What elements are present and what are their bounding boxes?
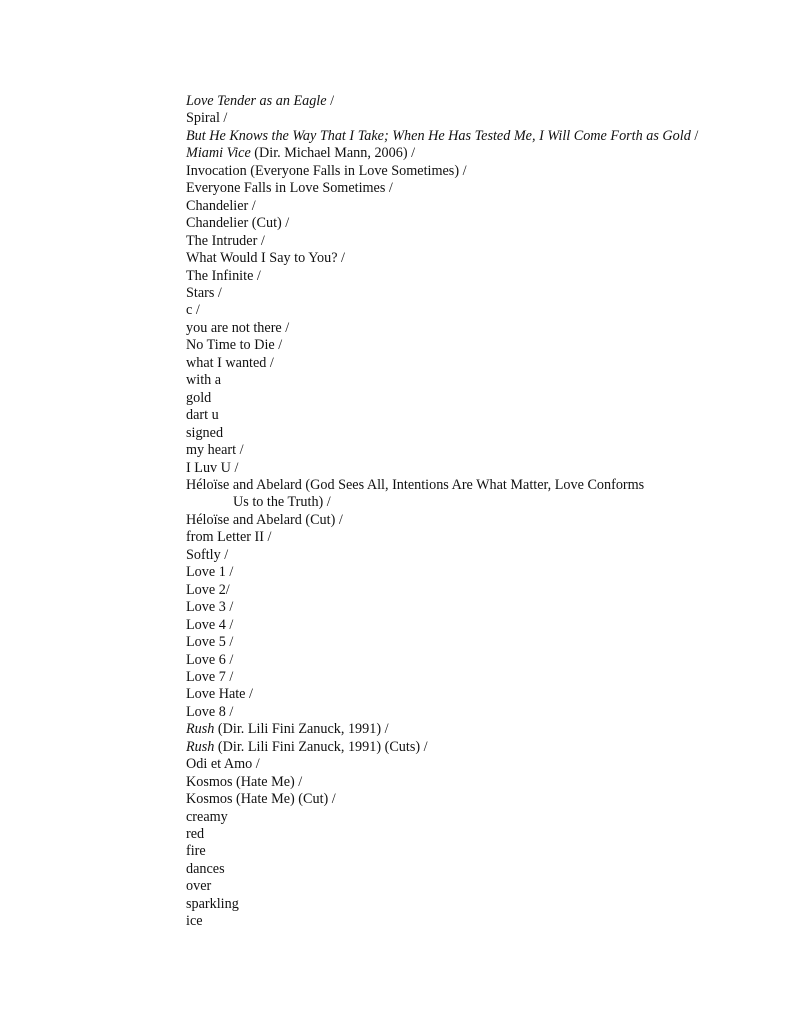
line-text: Us to the Truth) / — [233, 494, 331, 511]
line-text: Kosmos (Hate Me) / — [186, 773, 303, 790]
text-line — [186, 233, 746, 250]
text-line — [186, 442, 746, 459]
line-text: Love 5 / — [186, 634, 234, 651]
text-line — [186, 756, 746, 773]
line-text: Love 8 / — [186, 703, 234, 720]
line-text: fire — [186, 843, 206, 860]
text-line — [186, 477, 746, 494]
line-text: what I wanted / — [186, 354, 274, 371]
line-text: Love 4 / — [186, 616, 234, 633]
text-line — [186, 669, 746, 686]
text-line — [186, 617, 746, 634]
text-line — [186, 582, 746, 599]
line-text: Spiral / — [186, 110, 228, 127]
line-text: Odi et Amo / — [186, 756, 260, 773]
line-text: Stars / — [186, 284, 222, 301]
line-text: signed — [186, 424, 224, 441]
text-line — [186, 774, 746, 791]
text-line-continuation — [186, 494, 746, 511]
line-text: creamy — [186, 808, 228, 825]
line-text: / — [690, 127, 699, 144]
text-line — [186, 285, 746, 302]
text-line — [186, 512, 746, 529]
line-text: Love Hate / — [186, 686, 253, 703]
line-text: Invocation (Everyone Falls in Love Sometimes) / — [186, 162, 467, 179]
italic-title-text: Love Tender as an Eagle — [186, 93, 327, 109]
text-line — [186, 302, 746, 319]
line-text: Héloïse and Abelard (Cut) / — [186, 511, 343, 528]
text-line — [186, 739, 746, 756]
line-text: dart u — [186, 407, 219, 424]
text-line — [186, 460, 746, 477]
line-text: Héloïse and Abelard (God Sees All, Intentions Are What Matter, Love Conforms — [186, 476, 645, 493]
line-text: sparkling — [186, 895, 239, 912]
line-text: No Time to Die / — [186, 337, 283, 354]
text-line — [186, 547, 746, 564]
text-line — [186, 128, 746, 145]
line-text: red — [186, 826, 205, 843]
text-line — [186, 372, 746, 389]
text-line — [186, 913, 746, 930]
text-line — [186, 791, 746, 808]
text-line — [186, 145, 746, 162]
line-text: What Would I Say to You? / — [186, 250, 345, 267]
text-line — [186, 180, 746, 197]
line-text: my heart / — [186, 442, 244, 459]
line-text: / — [326, 93, 335, 109]
line-text: ice — [186, 913, 203, 930]
line-text: The Intruder / — [186, 232, 265, 249]
text-line — [186, 721, 746, 738]
text-line — [186, 355, 746, 372]
line-text: Love 7 / — [186, 668, 234, 685]
text-line — [186, 163, 746, 180]
text-line — [186, 215, 746, 232]
line-text: from Letter II / — [186, 529, 272, 546]
text-line — [186, 198, 746, 215]
text-line — [186, 529, 746, 546]
line-text: you are not there / — [186, 319, 290, 336]
text-line — [186, 652, 746, 669]
text-line — [186, 861, 746, 878]
document-page — [186, 93, 746, 931]
text-line — [186, 826, 746, 843]
line-text: with a — [186, 372, 222, 389]
text-line — [186, 93, 746, 110]
line-text: Love 2/ — [186, 581, 230, 598]
text-line — [186, 337, 746, 354]
text-line — [186, 390, 746, 407]
line-text: Chandelier / — [186, 197, 256, 214]
italic-title-text: Rush — [186, 738, 215, 755]
line-text: The Infinite / — [186, 267, 261, 284]
line-text: Chandelier (Cut) / — [186, 215, 290, 232]
line-text: (Dir. Lili Fini Zanuck, 1991) (Cuts) / — [214, 738, 428, 755]
line-text: gold — [186, 389, 212, 406]
text-line — [186, 110, 746, 127]
text-line — [186, 320, 746, 337]
text-line — [186, 878, 746, 895]
line-text: Love 6 / — [186, 651, 234, 668]
italic-title-text: Miami Vice — [186, 145, 251, 162]
line-text: Kosmos (Hate Me) (Cut) / — [186, 791, 336, 808]
text-line — [186, 599, 746, 616]
text-line — [186, 250, 746, 267]
line-text: Everyone Falls in Love Sometimes / — [186, 180, 393, 197]
italic-title-text: But He Knows the Way That I Take; When He Has Tested Me, I Will Come Forth as Gold — [186, 127, 691, 144]
text-line — [186, 564, 746, 581]
text-line — [186, 425, 746, 442]
italic-title-text: Rush — [186, 721, 215, 738]
text-line — [186, 704, 746, 721]
text-line — [186, 686, 746, 703]
line-text: over — [186, 878, 212, 895]
line-text: (Dir. Michael Mann, 2006) / — [250, 145, 416, 162]
text-line — [186, 268, 746, 285]
line-text: c / — [186, 302, 200, 319]
line-text: (Dir. Lili Fini Zanuck, 1991) / — [214, 721, 389, 738]
line-text: Love 1 / — [186, 564, 234, 581]
text-line — [186, 896, 746, 913]
line-text: Softly / — [186, 546, 229, 563]
text-line — [186, 809, 746, 826]
line-text: Love 3 / — [186, 599, 234, 616]
line-text: dances — [186, 860, 225, 877]
text-line — [186, 407, 746, 424]
line-text: I Luv U / — [186, 459, 239, 476]
text-line — [186, 634, 746, 651]
text-line — [186, 843, 746, 860]
